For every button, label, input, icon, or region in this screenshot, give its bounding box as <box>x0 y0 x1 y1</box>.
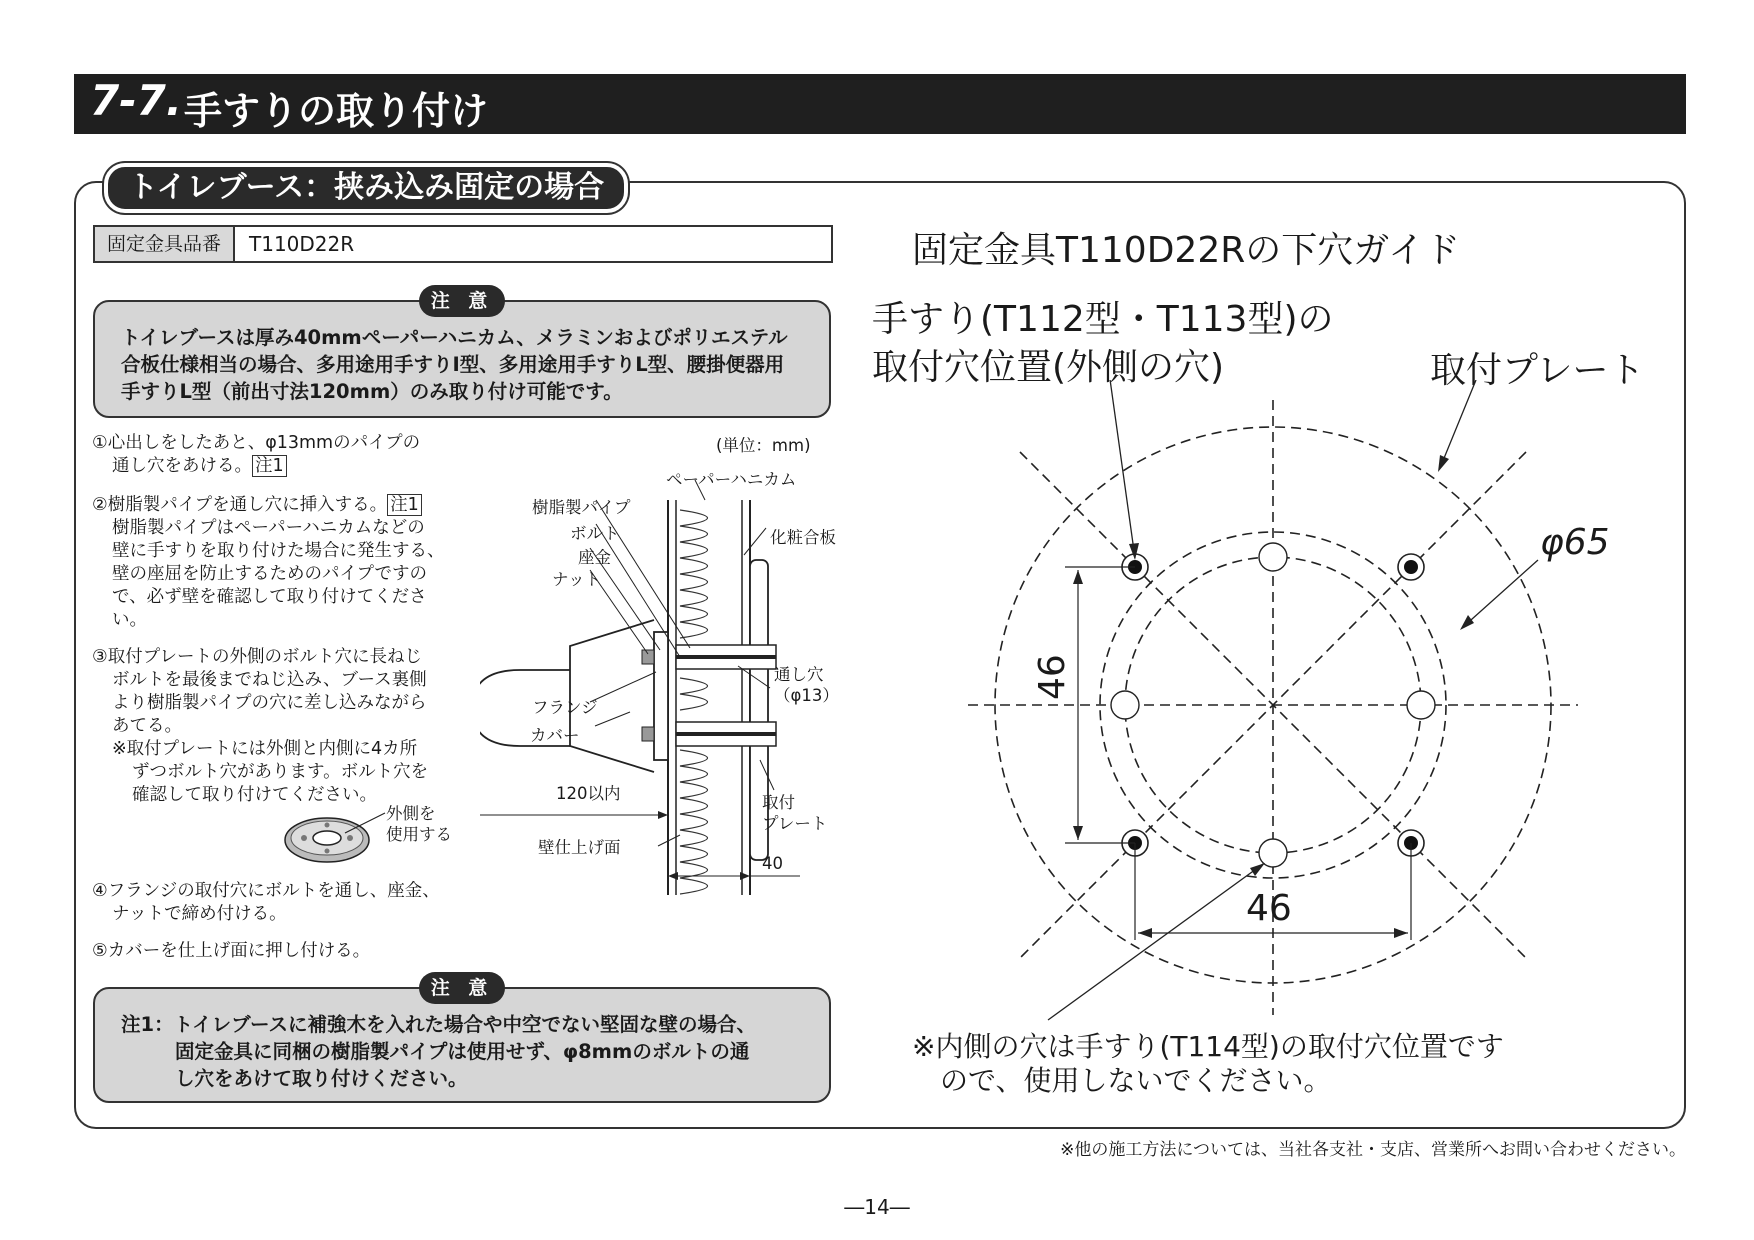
handrail-label-1: 手すり(T112型・T113型)の <box>872 299 1334 340</box>
guide-note <box>912 1030 1504 1098</box>
step-3-note-1: ※取付プレートには外側と内側に4カ所 <box>112 739 418 759</box>
guide-note-2: ので、使用しないでください。 <box>940 1064 1332 1097</box>
title-bar <box>74 74 1686 134</box>
outer-hole-center <box>1404 560 1418 574</box>
step-2-line-2: 樹脂製パイプはペーパーハニカムなどの <box>112 518 425 538</box>
step-2 <box>92 494 492 632</box>
step-4-line-2: ナットで締め付ける。 <box>112 904 287 924</box>
leader-plate <box>1440 380 1476 468</box>
caution-box-bottom <box>93 987 831 1103</box>
label-through-hole <box>774 664 839 706</box>
step-1 <box>92 432 492 478</box>
leader-flange <box>590 672 656 702</box>
leader-diameter <box>1462 560 1538 628</box>
label-through-hole-2: （φ13） <box>774 686 839 705</box>
washer-label-1: 外側を <box>386 804 436 823</box>
part-number-value: T110D22R <box>249 232 355 256</box>
section-label: トイレブース：挟み込み固定の場合 <box>104 163 628 213</box>
step-3 <box>92 646 492 807</box>
flange <box>654 632 668 760</box>
part-number-table <box>93 225 833 263</box>
page-number: ―14― <box>844 1195 910 1219</box>
inner-hole <box>1407 691 1435 719</box>
label-plate-2: プレート <box>762 814 828 833</box>
washer-label <box>386 803 452 845</box>
caution-top-line-2: 合板仕様相当の場合、多用途用手すりI型、多用途用手すりL型、腰掛便器用 <box>121 353 785 376</box>
step-3-line-4: あてる。 <box>112 716 182 736</box>
dim-vertical-label: 46 <box>1032 654 1073 700</box>
label-cover: カバー <box>530 726 580 745</box>
leader-veneer <box>744 528 766 555</box>
handrail-label <box>872 296 1334 392</box>
leader-inner-hole <box>1048 864 1263 1020</box>
step-3-line-1: ③取付プレートの外側のボルト穴に長ねじ <box>92 647 422 667</box>
step-3-line-2: ボルトを最後までねじ込み、ブース裏側 <box>112 670 427 690</box>
step-2-line-1: ②樹脂製パイプを通し穴に挿入する。 <box>92 495 388 515</box>
note-tag: 注1 <box>252 455 287 477</box>
step-2-line-6: い。 <box>112 610 147 630</box>
label-resin-pipe: 樹脂製パイプ <box>532 498 631 517</box>
honeycomb-pattern <box>680 510 708 894</box>
footer-note: ※他の施工方法については、当社各支社・支店、営業所へお問い合わせください。 <box>1060 1140 1686 1160</box>
step-1-line-2: 通し穴をあける。 <box>112 456 252 476</box>
step-2-line-3: 壁に手すりを取り付けた場合に発生する、 <box>112 541 445 561</box>
caution-bottom-line-2: 固定金具に同梱の樹脂製パイプは使用せず、φ8mmのボルトの通 <box>175 1040 750 1063</box>
inner-hole <box>1259 543 1287 571</box>
label-finish-surface: 壁仕上げ面 <box>538 838 621 857</box>
nut-lower <box>642 727 654 741</box>
label-bolt: ボルト <box>570 524 620 543</box>
leader-cover <box>595 712 630 726</box>
step-2-line-5: で、必ず壁を確認して取り付けてくださ <box>112 587 427 607</box>
guide-note-1: ※内側の穴は手すり(T114型)の取付穴位置です <box>912 1030 1504 1063</box>
page-title: 手すりの取り付け <box>184 89 489 133</box>
section-number: 7-7. <box>90 76 182 125</box>
label-dim-120: 120以内 <box>556 784 621 803</box>
drill-guide-drawing <box>920 380 1600 1030</box>
label-honeycomb: ペーパーハニカム <box>666 470 797 489</box>
note-tag: 注1 <box>387 494 422 516</box>
label-flange: フランジ <box>532 698 598 717</box>
step-1-line-1: ①心出しをしたあと、φ13mmのパイプの <box>92 433 421 453</box>
caution-top-line-3: 手すりL型（前出寸法120mm）のみ取り付け可能です。 <box>121 380 623 403</box>
step-2-line-4: 壁の座屈を防止するためのパイプですの <box>112 564 427 584</box>
handrail-label-2: 取付穴位置(外側の穴) <box>872 347 1225 388</box>
washer-label-2: 使用する <box>386 825 452 844</box>
step-4 <box>92 880 492 926</box>
inner-hole <box>1259 839 1287 867</box>
plate-label: 取付プレート <box>1430 350 1645 391</box>
label-nut: ナット <box>552 570 602 589</box>
caution-top-line-1: トイレブースは厚み40mmペーパーハニカム、メラミンおよびポリエステル <box>121 326 788 349</box>
inner-hole <box>1111 691 1139 719</box>
caution-badge-bottom: 注 意 <box>419 972 505 1004</box>
guide-title: 固定金具T110D22Rの下穴ガイド <box>912 230 1461 271</box>
label-plate-1: 取付 <box>762 793 795 812</box>
washer-leader <box>340 808 390 838</box>
step-5: ⑤カバーを仕上げ面に押し付ける。 <box>92 941 371 961</box>
label-plate <box>762 792 827 834</box>
diameter-label: φ65 <box>1540 522 1610 563</box>
nut-upper <box>642 650 654 664</box>
step-4-line-1: ④フランジの取付穴にボルトを通し、座金、 <box>92 881 440 901</box>
caution-box-top <box>93 300 831 418</box>
label-washer: 座金 <box>578 548 611 567</box>
caution-bottom-line-3: し穴をあけて取り付けください。 <box>175 1067 468 1090</box>
step-3-note-2: ずつボルト穴があります。ボルト穴を <box>132 762 429 782</box>
label-veneer: 化粧合板 <box>770 528 836 547</box>
leader-handrail <box>1108 380 1135 558</box>
caution-badge-top: 注 意 <box>419 285 505 317</box>
step-3-note-3: 確認して取り付けてください。 <box>132 785 377 805</box>
label-through-hole-1: 通し穴 <box>774 665 824 684</box>
step-3-line-3: より樹脂製パイプの穴に差し込みながら <box>112 693 427 713</box>
label-dim-40: 40 <box>762 854 783 873</box>
caution-bottom-line-1: 注1：トイレブースに補強木を入れた場合や中空でない堅固な壁の場合、 <box>121 1013 757 1036</box>
part-number-label: 固定金具品番 <box>95 227 235 261</box>
unit-label: (単位：mm) <box>716 436 811 455</box>
dim-horizontal-label: 46 <box>1246 888 1292 929</box>
